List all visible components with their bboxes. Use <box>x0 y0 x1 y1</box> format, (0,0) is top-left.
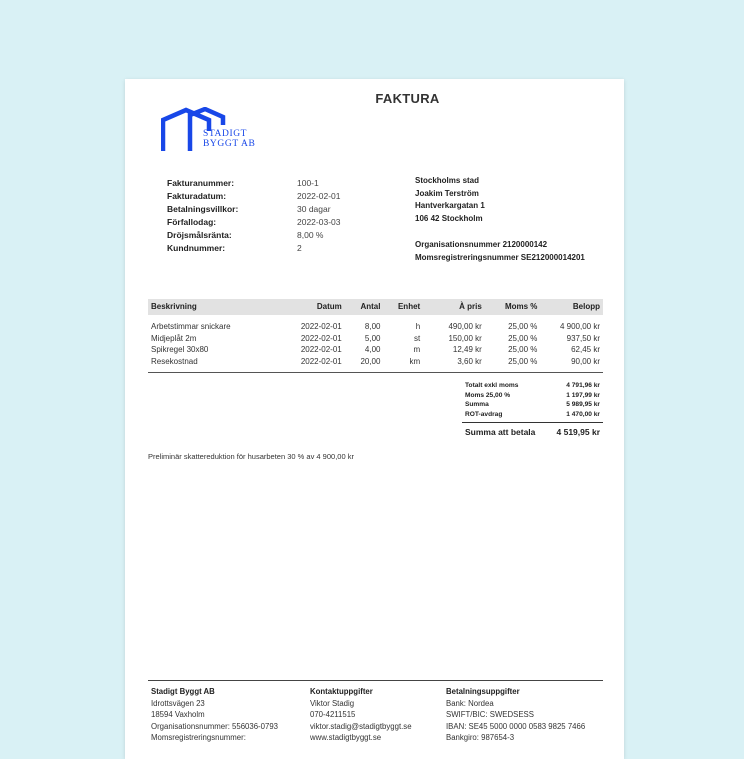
footer-line: 070-4211515 <box>310 710 356 719</box>
meta-value: 2022-02-01 <box>297 191 341 201</box>
cell-price: 150,00 kr <box>448 333 482 343</box>
footer-company <box>151 686 278 744</box>
table-row <box>148 344 603 356</box>
meta-label: Förfallodag: <box>167 217 217 227</box>
footer-divider <box>148 680 603 681</box>
amount-due-row <box>462 422 603 439</box>
cell-unit: km <box>409 356 421 366</box>
totals-block <box>462 381 603 439</box>
footer-heading: Stadigt Byggt AB <box>151 687 215 696</box>
recipient-block <box>415 175 585 264</box>
amount-due-label: Summa att betala <box>465 427 536 437</box>
recipient-org-number: Organisationsnummer 2120000142 <box>415 240 548 249</box>
cell-date: 2022-02-01 <box>300 345 342 354</box>
meta-row <box>167 190 340 203</box>
table-row <box>148 356 603 368</box>
line-items-table <box>148 299 603 367</box>
totals-value: 5 989,95 kr <box>566 401 600 408</box>
cell-price: 12,49 kr <box>452 345 482 354</box>
meta-row <box>167 242 340 255</box>
cell-price: 490,00 kr <box>448 322 482 331</box>
footer-line: IBAN: SE45 5000 0000 0583 9825 7466 <box>446 721 586 731</box>
meta-label: Kundnummer: <box>167 243 226 253</box>
cell-vat: 25,00 % <box>508 333 538 343</box>
meta-label: Fakturadatum: <box>167 191 227 201</box>
header-price: À pris <box>459 302 482 311</box>
cell-amount: 62,45 kr <box>571 345 600 354</box>
cell-description: Resekostnad <box>151 356 198 366</box>
cell-quantity: 5,00 <box>364 333 381 343</box>
cell-unit: h <box>415 322 421 331</box>
table-header <box>148 299 603 315</box>
invoice-page <box>125 79 624 759</box>
footer-line: Organisationsnummer: 556036-0793 <box>151 721 278 731</box>
cell-amount: 937,50 kr <box>566 333 600 343</box>
meta-label: Fakturanummer: <box>167 178 235 188</box>
totals-row <box>462 391 603 401</box>
table-divider <box>148 372 603 373</box>
meta-row <box>167 216 340 229</box>
footer-line: Bankgiro: 987654-3 <box>446 733 515 742</box>
recipient-name: Stockholms stad <box>415 176 480 185</box>
meta-label: Dröjsmålsränta: <box>167 230 232 240</box>
cell-date: 2022-02-01 <box>300 322 342 331</box>
amount-due-value: 4 519,95 kr <box>556 427 600 437</box>
totals-row <box>462 381 603 391</box>
header-description: Beskrivning <box>151 302 197 311</box>
footer-line: Viktor Stadig <box>310 698 355 708</box>
footer-line: Bank: Nordea <box>446 698 494 708</box>
totals-label: Totalt exkl moms <box>465 382 519 389</box>
footer-payment <box>446 686 585 744</box>
cell-date: 2022-02-01 <box>300 356 342 366</box>
totals-value: 1 197,99 kr <box>566 391 600 399</box>
footer-line: viktor.stadig@stadigtbyggt.se <box>310 721 412 731</box>
cell-quantity: 4,00 <box>364 345 381 354</box>
footer-line: www.stadigtbyggt.se <box>310 733 382 742</box>
cell-amount: 4 900,00 kr <box>559 322 600 331</box>
footer-contact <box>310 686 412 744</box>
logo-line-2: BYGGT AB <box>203 139 256 149</box>
cell-unit: m <box>413 345 421 354</box>
meta-value: 2022-03-03 <box>297 217 341 227</box>
meta-row <box>167 203 340 216</box>
cell-vat: 25,00 % <box>508 345 538 354</box>
meta-row <box>167 177 340 190</box>
logo-line-1: STADIGT <box>203 129 248 139</box>
totals-label: Moms 25,00 % <box>465 391 511 399</box>
cell-description: Spikregel 30x80 <box>151 345 209 354</box>
cell-quantity: 8,00 <box>364 322 381 331</box>
cell-price: 3,60 kr <box>457 356 482 366</box>
invoice-title: FAKTURA <box>375 91 440 106</box>
recipient-contact: Joakim Terström <box>415 188 479 198</box>
invoice-meta <box>167 177 340 255</box>
header-date: Datum <box>316 302 342 311</box>
footer-line: SWIFT/BIC: SWEDSESS <box>446 710 534 719</box>
footer-line: Momsregistreringsnummer: <box>151 733 246 742</box>
totals-row <box>462 400 603 410</box>
meta-value: 100-1 <box>297 178 319 188</box>
totals-label: ROT-avdrag <box>465 410 503 418</box>
header-unit: Enhet <box>397 302 421 311</box>
recipient-street: Hantverkargatan 1 <box>415 201 485 210</box>
cell-description: Midjeplåt 2m <box>151 333 197 343</box>
totals-value: 1 470,00 kr <box>566 410 600 418</box>
meta-label: Betalningsvillkor: <box>167 204 239 214</box>
cell-vat: 25,00 % <box>508 356 538 366</box>
cell-quantity: 20,00 <box>360 356 381 366</box>
header-amount: Belopp <box>572 302 600 311</box>
tax-reduction-note: Preliminär skattereduktion för husarbeten 30 % av 4 900,00 kr <box>148 452 354 461</box>
cell-description: Arbetstimmar snickare <box>151 322 231 331</box>
table-row <box>148 321 603 333</box>
meta-row <box>167 229 340 242</box>
totals-value: 4 791,96 kr <box>566 382 600 389</box>
recipient-vat-number: Momsregistreringsnummer SE212000014201 <box>415 252 585 262</box>
footer-heading: Betalningsuppgifter <box>446 687 520 696</box>
recipient-city: 106 42 Stockholm <box>415 213 483 223</box>
footer-line: Idrottsvägen 23 <box>151 698 205 708</box>
header-vat: Moms % <box>504 302 538 311</box>
meta-value: 30 dagar <box>297 204 331 214</box>
cell-unit: st <box>413 333 421 343</box>
company-logo-text <box>203 129 255 149</box>
totals-row <box>462 410 603 420</box>
footer-heading: Kontaktuppgifter <box>310 687 373 696</box>
header-quantity: Antal <box>360 302 381 311</box>
totals-label: Summa <box>465 401 489 408</box>
meta-value: 2 <box>297 243 302 253</box>
cell-amount: 90,00 kr <box>571 356 600 366</box>
table-row <box>148 333 603 345</box>
meta-value: 8,00 % <box>297 230 324 240</box>
cell-vat: 25,00 % <box>508 322 538 331</box>
cell-date: 2022-02-01 <box>300 333 342 343</box>
footer-line: 18594 Vaxholm <box>151 710 205 719</box>
